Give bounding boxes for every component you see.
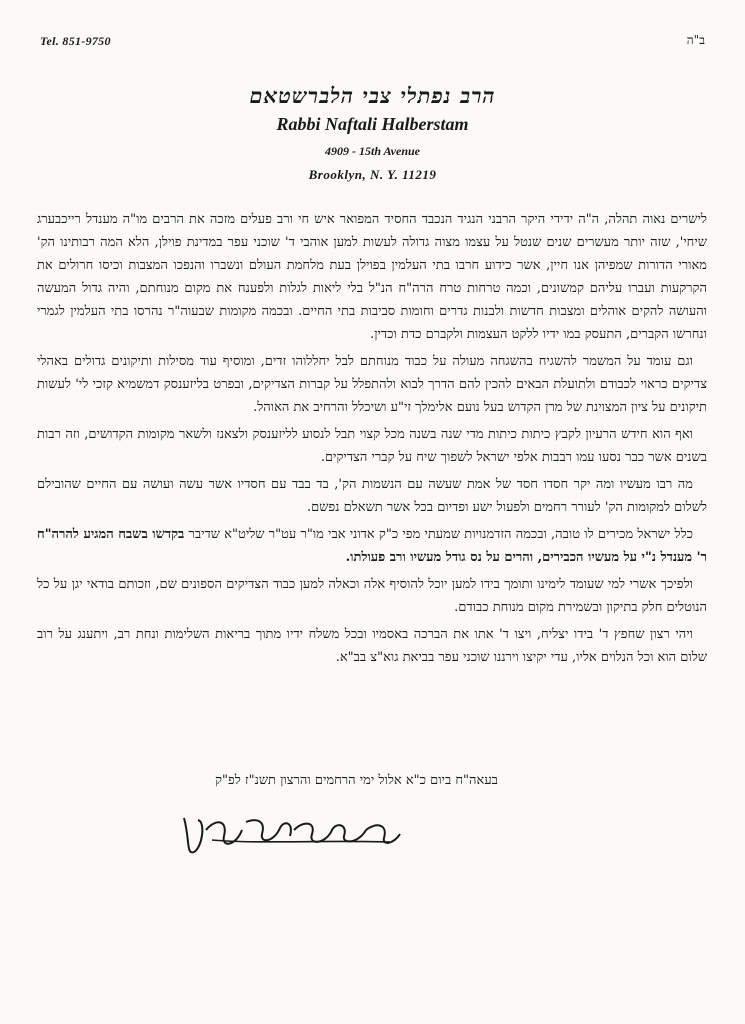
- paragraph-5-line-1: כלל ישראל מכירים לו טובה, ובכמה הזדמנויות שמעתי מפי כ"ק אדוני אבי מו"ר עט"ר שליט"א שדיבר: [188, 527, 693, 542]
- paragraph-7: ויהי רצון שחפץ ד' בידו יצליח, ויצו ד' אתו את הברכה באסמיו ובכל משלח ידיו מתוך בריאות השלימות ונחת רב, ויתענג על רוב שלום הוא וכל הנלוים אליו, עדי יקיצו וירננו שוכני עפר בביאת גוא"צ בב"א.: [37, 627, 707, 665]
- letterhead: [0, 82, 745, 183]
- letterhead-street: 4909 - 15th Avenue: [325, 144, 420, 158]
- paragraph-4: מה רבו מעשיו ומה יקר חסדו חסד של אמת שעשה עם הנשמות הק', בד בבד עם חסדיו אשר עשה ועושה עם החיים שהובילם לשלום למקומות הק' לעורר רחמים ולפעול ישע ופדיום בכל אשר תשאלם נפשם.: [37, 477, 707, 515]
- signature-icon: [176, 800, 406, 870]
- letterhead-english-name: Rabbi Naftali Halberstam: [276, 114, 469, 134]
- letter-body: [37, 208, 707, 673]
- letterhead-hebrew-name: הרב נפתלי צבי הלברשטאם: [249, 83, 496, 108]
- paragraph-5-line-2: בקדשו בשבח המגיע להרה"ח ר' מענדל נ"י על מעשיו הכבירים, והרים על נס גודל מעשיו ורב פעולתו.: [37, 527, 707, 565]
- letterhead-city: Brooklyn, N. Y. 11219: [308, 167, 437, 182]
- paragraph-2: וגם עומד על המשמר להשגיח בהשגחה מעולה על כבוד מנוחתם לבל יחללוהו זדים, ומוסיף עוד מסילות ותיקונים גדולים באהלי צדיקים כראוי לכבודם ולתועלת הבאים להכין להם הדרך לבוא ולהתפלל על קברות הצדיקים, ובפרט בליזענסק דמשמיא קזכי לי' לעשות תיקונים על ציון המצוינת של מרן הקדוש בעל נועם אלימלך זי"ע ושיכלל והרחיב את האוהל.: [37, 354, 707, 415]
- paragraph-1: לישרים נאוה תהלה, ה"ה ידידי היקר הרבני הנגיד הנכבד החסיד המפואר איש חי ורב פעלים מזכה את הרבים מו"ה מענדל רייכבערג שיחי', שזה יותר מעשרים שנים שנטל על עצמו מצוה גדולה לעשות למען אוהבי ד' שוכני עפר במדינת פוילן, הלא המה רבותינו הק' מאורי הדורות שמפיהן אנו חיין, אשר כידוע חרבו בתי העלמין בפוילן בעת מלחמת העולם ונשברו והנפכו המצבות וכיסו חרולים את הקרקעות ועברו עליהם קמשונים, וכמה טרחות טרח הרה"ח הנ"ל בלי ליאות לגלות ולפענח את מקום מנוחתם, והיה גדול המעשה והעושה להקים אוהלים ומצבות חדשות ולבנות גדרים וחומות סביבות בתי החיים. ובכמה מקומות שבעוה"ר נהרסו בתי העלמין לגמרי ונחרשו הקברים, התעסק במו ידיו ללקט העצמות ולקברם כדת וכדין.: [37, 212, 707, 342]
- bet-hei-mark: ב"ה: [686, 33, 705, 47]
- paragraph-5: [37, 523, 707, 569]
- paragraph-3: ואף הוא חידש הרעיון לקבץ כיתות כיתות מדי שנה בשנה מכל קצוי תבל לנסוע לליזענסק ולצאנז ולשאר מקומות הקדושים, וזה רבות בשנים אשר כבר נסעו עמו רבבות אלפי ישראל לשפוך שיח על קברי הצדיקים.: [37, 427, 707, 465]
- telephone-number: Tel. 851-9750: [40, 34, 111, 48]
- closing-date-line: בעאה"ח ביום כ"א אלול ימי הרחמים והרצון תשנ"ז לפ"ק: [215, 773, 498, 788]
- handwritten-signature: [176, 800, 406, 870]
- paragraph-6: ולפיכך אשרי למי שעומד לימינו ותומך בידו למען יוכל להוסיף אלה וכאלה למען כבוד הצדיקים הספונים שם, וזכותם בודאי יגן על כל הנוטלים חלק בתיקון ובשמירת מקום מנוחת כבודם.: [37, 577, 707, 615]
